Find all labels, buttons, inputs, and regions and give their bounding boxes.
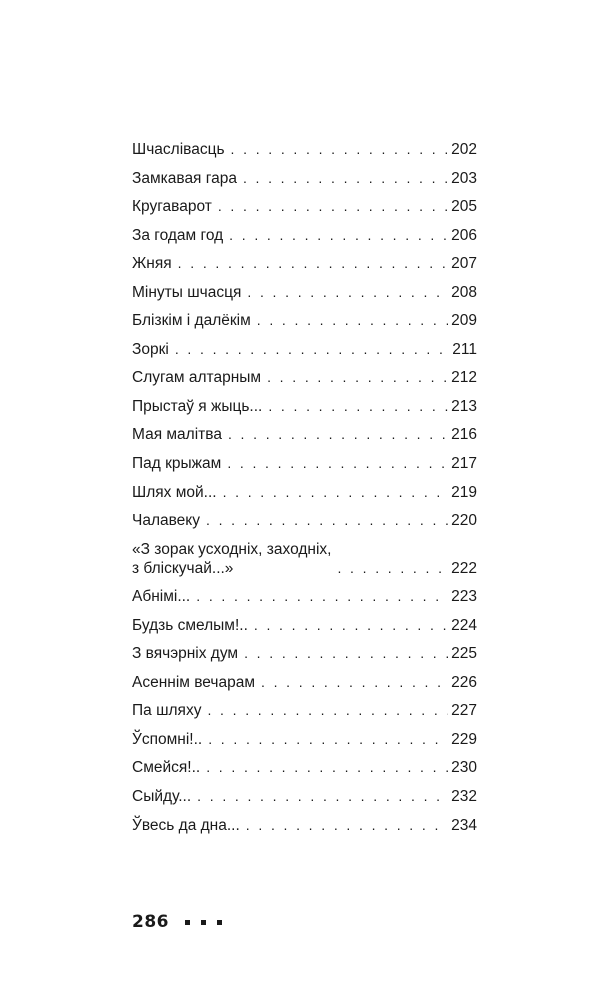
toc-entry-page: 207 bbox=[451, 255, 477, 273]
toc-entry-title: Чалавеку bbox=[132, 512, 201, 530]
toc-entry-title: Мая малітва bbox=[132, 426, 222, 444]
toc-entry-title: Мінуты шчасця bbox=[132, 283, 242, 301]
dot-leader bbox=[206, 511, 448, 530]
toc-entry-title: Прыстаў я жыць... bbox=[132, 397, 263, 415]
toc-entry-title: Ўвесь да дна... bbox=[132, 816, 240, 834]
toc-entry bbox=[132, 701, 477, 720]
footer-dots-ornament bbox=[185, 920, 222, 925]
dot-leader bbox=[229, 226, 448, 245]
dot-leader bbox=[246, 816, 448, 835]
toc-entry-title: Сыйду... bbox=[132, 788, 192, 806]
toc-entry-page: 211 bbox=[452, 340, 477, 358]
dot-leader bbox=[244, 644, 448, 663]
toc-entry-title: Кругаварот bbox=[132, 198, 212, 216]
toc-entry-page: 219 bbox=[451, 483, 477, 501]
ornament-dot bbox=[201, 920, 206, 925]
ornament-dot bbox=[185, 920, 190, 925]
toc-entry bbox=[132, 511, 477, 530]
toc-entry-title: Пад крыжам bbox=[132, 455, 222, 473]
toc-entry-page: 205 bbox=[451, 198, 477, 216]
dot-leader bbox=[178, 254, 448, 273]
toc-entry bbox=[132, 816, 477, 835]
toc-entry-title: Асеннім вечарам bbox=[132, 673, 255, 691]
dot-leader bbox=[243, 169, 448, 188]
toc-entry-page: 216 bbox=[451, 426, 477, 444]
toc-entry-page: 203 bbox=[451, 169, 477, 187]
toc-entry-title: Жняя bbox=[132, 255, 172, 273]
dot-leader bbox=[228, 425, 448, 444]
toc-entry-page: 225 bbox=[451, 645, 477, 663]
toc-entry bbox=[132, 616, 477, 635]
toc-entry bbox=[132, 644, 477, 663]
toc-entry-page: 229 bbox=[451, 730, 477, 748]
toc-entry-page: 222 bbox=[451, 559, 477, 577]
toc-entry-title: Абнімі... bbox=[132, 588, 191, 606]
toc-entry-title: З вячэрніх дум bbox=[132, 645, 239, 663]
dot-leader bbox=[231, 140, 449, 159]
dot-leader bbox=[227, 454, 448, 473]
toc-entry-page: 217 bbox=[451, 455, 477, 473]
toc-entry-page: 230 bbox=[451, 759, 477, 777]
toc-entry-title: Ўспомні!.. bbox=[132, 730, 203, 748]
toc-entry-title: Будзь смелым!.. bbox=[132, 616, 248, 634]
ornament-dot bbox=[217, 920, 222, 925]
dot-leader bbox=[223, 483, 449, 502]
toc-entry-title: За годам год bbox=[132, 226, 224, 244]
toc-entry bbox=[132, 483, 477, 502]
toc-entry-title: Смейся!.. bbox=[132, 759, 201, 777]
toc-entry-title-block bbox=[132, 540, 331, 578]
dot-leader bbox=[337, 559, 448, 578]
toc-entry-page: 227 bbox=[451, 702, 477, 720]
toc-entry-title: з бліскучай...» bbox=[132, 559, 234, 577]
dot-leader bbox=[261, 673, 448, 692]
toc-entry-title: Слугам алтарным bbox=[132, 369, 262, 387]
toc-entry-page: 212 bbox=[451, 369, 477, 387]
toc-entry-title: Шлях мой... bbox=[132, 483, 217, 501]
toc-entry-page: 208 bbox=[451, 283, 477, 301]
toc-entry bbox=[132, 140, 477, 159]
toc-entry-page: 209 bbox=[451, 312, 477, 330]
toc-entry-page: 234 bbox=[451, 816, 477, 834]
toc-entry-page: 206 bbox=[451, 226, 477, 244]
toc-entry-page: 224 bbox=[451, 616, 477, 634]
dot-leader bbox=[208, 730, 448, 749]
dot-leader bbox=[257, 311, 448, 330]
toc-entry-page: 202 bbox=[451, 141, 477, 158]
toc-entry bbox=[132, 730, 477, 749]
toc-entry-page: 232 bbox=[451, 788, 477, 806]
dot-leader bbox=[197, 787, 448, 806]
toc-entry bbox=[132, 673, 477, 692]
toc-entry bbox=[132, 397, 477, 416]
toc-entry bbox=[132, 758, 477, 777]
toc-entry bbox=[132, 283, 477, 302]
dot-leader bbox=[196, 587, 448, 606]
toc-entry bbox=[132, 169, 477, 188]
dot-leader bbox=[267, 368, 448, 387]
toc-entry-title: Па шляху bbox=[132, 702, 202, 720]
toc-entry-page: 223 bbox=[451, 588, 477, 606]
dot-leader bbox=[206, 758, 448, 777]
toc-entry bbox=[132, 540, 477, 578]
toc-entry bbox=[132, 197, 477, 216]
toc-entry bbox=[132, 368, 477, 387]
toc-entry-title: Зоркі bbox=[132, 340, 169, 358]
toc-entry bbox=[132, 254, 477, 273]
table-of-contents bbox=[132, 140, 477, 844]
toc-entry-page: 220 bbox=[451, 512, 477, 530]
toc-entry-title: Замкавая гара bbox=[132, 169, 237, 187]
toc-entry bbox=[132, 425, 477, 444]
page-footer bbox=[132, 912, 222, 932]
toc-entry bbox=[132, 226, 477, 245]
toc-entry-title: Шчаслівасць bbox=[132, 141, 225, 158]
toc-entry bbox=[132, 587, 477, 606]
toc-entry-page: 213 bbox=[451, 397, 477, 415]
page-number: 286 bbox=[132, 912, 169, 932]
dot-leader bbox=[247, 283, 448, 302]
toc-entry bbox=[132, 787, 477, 806]
toc-entry-title: Блізкім і далёкім bbox=[132, 312, 251, 330]
dot-leader bbox=[207, 701, 448, 720]
dot-leader bbox=[218, 197, 448, 216]
dot-leader bbox=[254, 616, 448, 635]
dot-leader bbox=[175, 340, 449, 359]
toc-entry bbox=[132, 454, 477, 473]
toc-entry-page: 226 bbox=[451, 673, 477, 691]
dot-leader bbox=[268, 397, 448, 416]
toc-entry-title-line1: «З зорак усходніх, заходніх, bbox=[132, 540, 332, 558]
toc-entry bbox=[132, 340, 477, 359]
toc-entry bbox=[132, 311, 477, 330]
